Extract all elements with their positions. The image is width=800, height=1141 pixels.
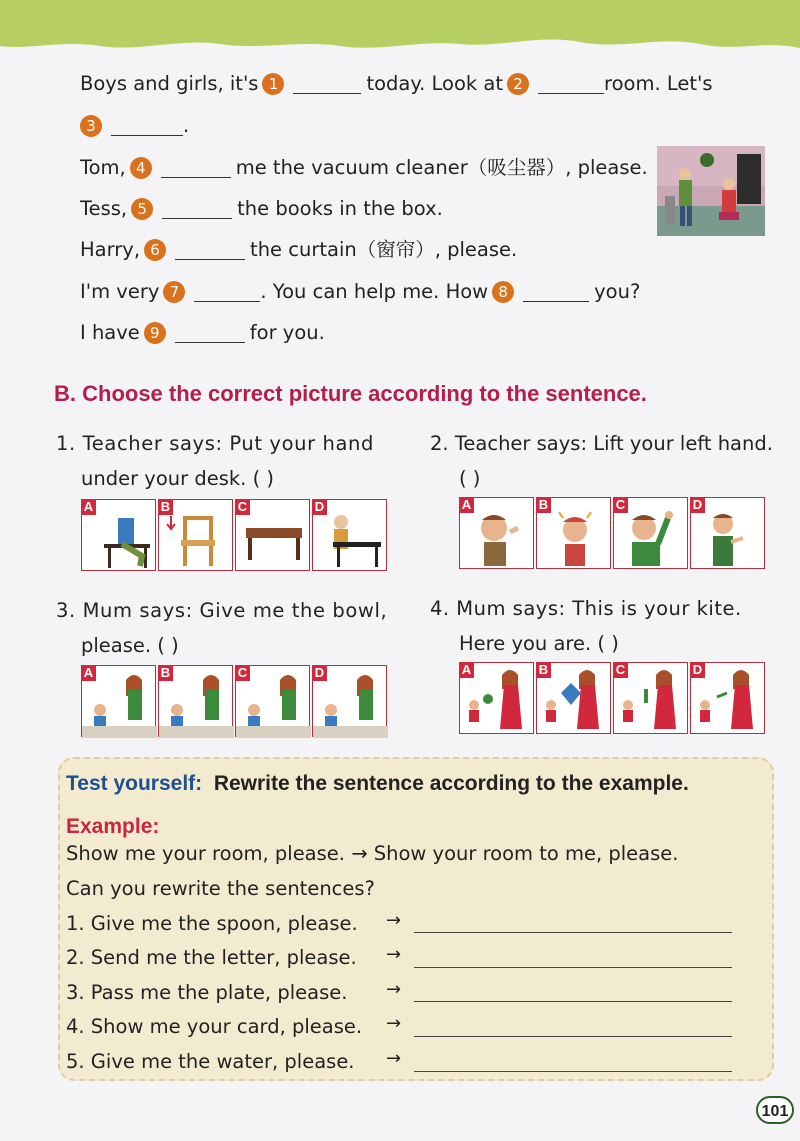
teacher-pointing-icon: [691, 498, 766, 570]
number-badge: 4: [130, 157, 152, 179]
passage-line-1: Boys and girls, it's 1 today. Look at 2 room. Let's: [80, 72, 713, 95]
question-2-options: [459, 497, 765, 569]
passage-line-3: Tom, 4 me the vacuum cleaner（吸尘器）, please.: [80, 156, 648, 179]
passage-line-5: Harry, 6 the curtain（窗帘）, please.: [80, 238, 518, 261]
passage-line-4: Tess, 5 the books in the box.: [80, 197, 443, 220]
number-badge: 9: [144, 322, 166, 344]
answer-blank[interactable]: [162, 198, 232, 219]
teacher-raise-hand-icon: [614, 498, 689, 570]
test-prompt: Can you rewrite the sentences?: [66, 877, 375, 900]
question-2: 2. Teacher says: Lift your left hand. ( ): [430, 432, 773, 490]
rewrite-item-2: 2. Send me the letter, please.: [66, 946, 357, 969]
question-4: 4. Mum says: This is your kite. Here you are. ( ): [430, 597, 742, 655]
chair-icon: [159, 500, 234, 572]
option-b-picture[interactable]: B: [158, 665, 233, 737]
example-label: Example:: [66, 815, 160, 838]
child-at-desk-icon: [313, 500, 388, 572]
number-badge: 8: [492, 281, 514, 303]
arrow-icon: →: [386, 979, 402, 1000]
answer-line[interactable]: [414, 1035, 732, 1037]
question-1-options: [81, 499, 387, 571]
answer-blank[interactable]: [194, 281, 260, 302]
option-d-picture[interactable]: D: [690, 662, 765, 734]
rewrite-item-4: 4. Show me your card, please.: [66, 1015, 363, 1038]
arrow-icon: →: [386, 1048, 402, 1069]
number-badge: 2: [507, 73, 529, 95]
section-b-title: B. Choose the correct picture according to the sentence.: [54, 381, 647, 406]
passage-line-7: I have 9 for you.: [80, 321, 325, 344]
mum-and-child-icon: [236, 666, 311, 738]
teacher-hands-on-head-icon: [537, 498, 612, 570]
number-badge: 7: [163, 281, 185, 303]
option-a-picture[interactable]: A: [459, 497, 534, 569]
option-c-picture[interactable]: C: [613, 497, 688, 569]
arrow-icon: →: [386, 1013, 402, 1034]
mum-giving-item-icon: [691, 663, 766, 735]
mum-and-child-icon: [159, 666, 234, 738]
answer-line[interactable]: [414, 1000, 732, 1002]
answer-blank[interactable]: [538, 73, 604, 94]
option-a-picture[interactable]: A: [81, 499, 156, 571]
answer-blank[interactable]: [161, 157, 231, 178]
answer-blank[interactable]: [175, 239, 245, 260]
example-sentence: Show me your room, please. → Show your room to me, please.: [66, 842, 679, 865]
option-b-picture[interactable]: B: [158, 499, 233, 571]
rewrite-item-3: 3. Pass me the plate, please.: [66, 981, 348, 1004]
option-b-picture[interactable]: B: [536, 662, 611, 734]
child-under-desk-icon: [82, 500, 157, 572]
number-badge: 3: [80, 115, 102, 137]
question-3-options: [81, 665, 387, 737]
option-d-picture[interactable]: D: [312, 665, 387, 737]
passage-line-2: 3 .: [76, 113, 189, 139]
arrow-icon: →: [386, 910, 402, 931]
mum-and-child-icon: [313, 666, 388, 738]
rewrite-item-5: 5. Give me the water, please.: [66, 1050, 355, 1073]
mum-giving-item-icon: [460, 663, 535, 735]
desk-icon: [236, 500, 311, 572]
passage-line-6: I'm very 7 . You can help me. How 8 you?: [80, 280, 641, 303]
cleaning-room-illustration: [657, 146, 765, 236]
number-badge: 6: [144, 239, 166, 261]
option-a-picture[interactable]: A: [81, 665, 156, 737]
arrow-icon: →: [386, 944, 402, 965]
mum-giving-item-icon: [614, 663, 689, 735]
mum-giving-kite-icon: [537, 663, 612, 735]
answer-blank[interactable]: [175, 322, 245, 343]
option-c-picture[interactable]: C: [613, 662, 688, 734]
answer-blank[interactable]: [523, 281, 589, 302]
number-badge: 1: [262, 73, 284, 95]
mum-and-child-icon: [82, 666, 157, 738]
option-b-picture[interactable]: B: [536, 497, 611, 569]
teacher-touch-ear-icon: [460, 498, 535, 570]
header-green-band: [0, 0, 800, 62]
question-4-options: [459, 662, 765, 734]
test-yourself-heading: Test yourself: Rewrite the sentence according to the example.: [66, 772, 689, 795]
question-3: 3. Mum says: Give me the bowl, please. ( ): [56, 599, 388, 657]
option-d-picture[interactable]: D: [312, 499, 387, 571]
rewrite-item-1: 1. Give me the spoon, please.: [66, 912, 358, 935]
answer-blank[interactable]: [293, 73, 361, 94]
number-badge: 5: [131, 198, 153, 220]
page-number: 101: [756, 1096, 794, 1124]
option-c-picture[interactable]: C: [235, 665, 310, 737]
option-d-picture[interactable]: D: [690, 497, 765, 569]
question-1: 1. Teacher says: Put your hand under your desk. ( ): [56, 432, 374, 490]
answer-blank[interactable]: [111, 115, 183, 136]
answer-line[interactable]: [414, 931, 732, 933]
answer-line[interactable]: [414, 966, 732, 968]
option-a-picture[interactable]: A: [459, 662, 534, 734]
option-c-picture[interactable]: C: [235, 499, 310, 571]
answer-line[interactable]: [414, 1070, 732, 1072]
